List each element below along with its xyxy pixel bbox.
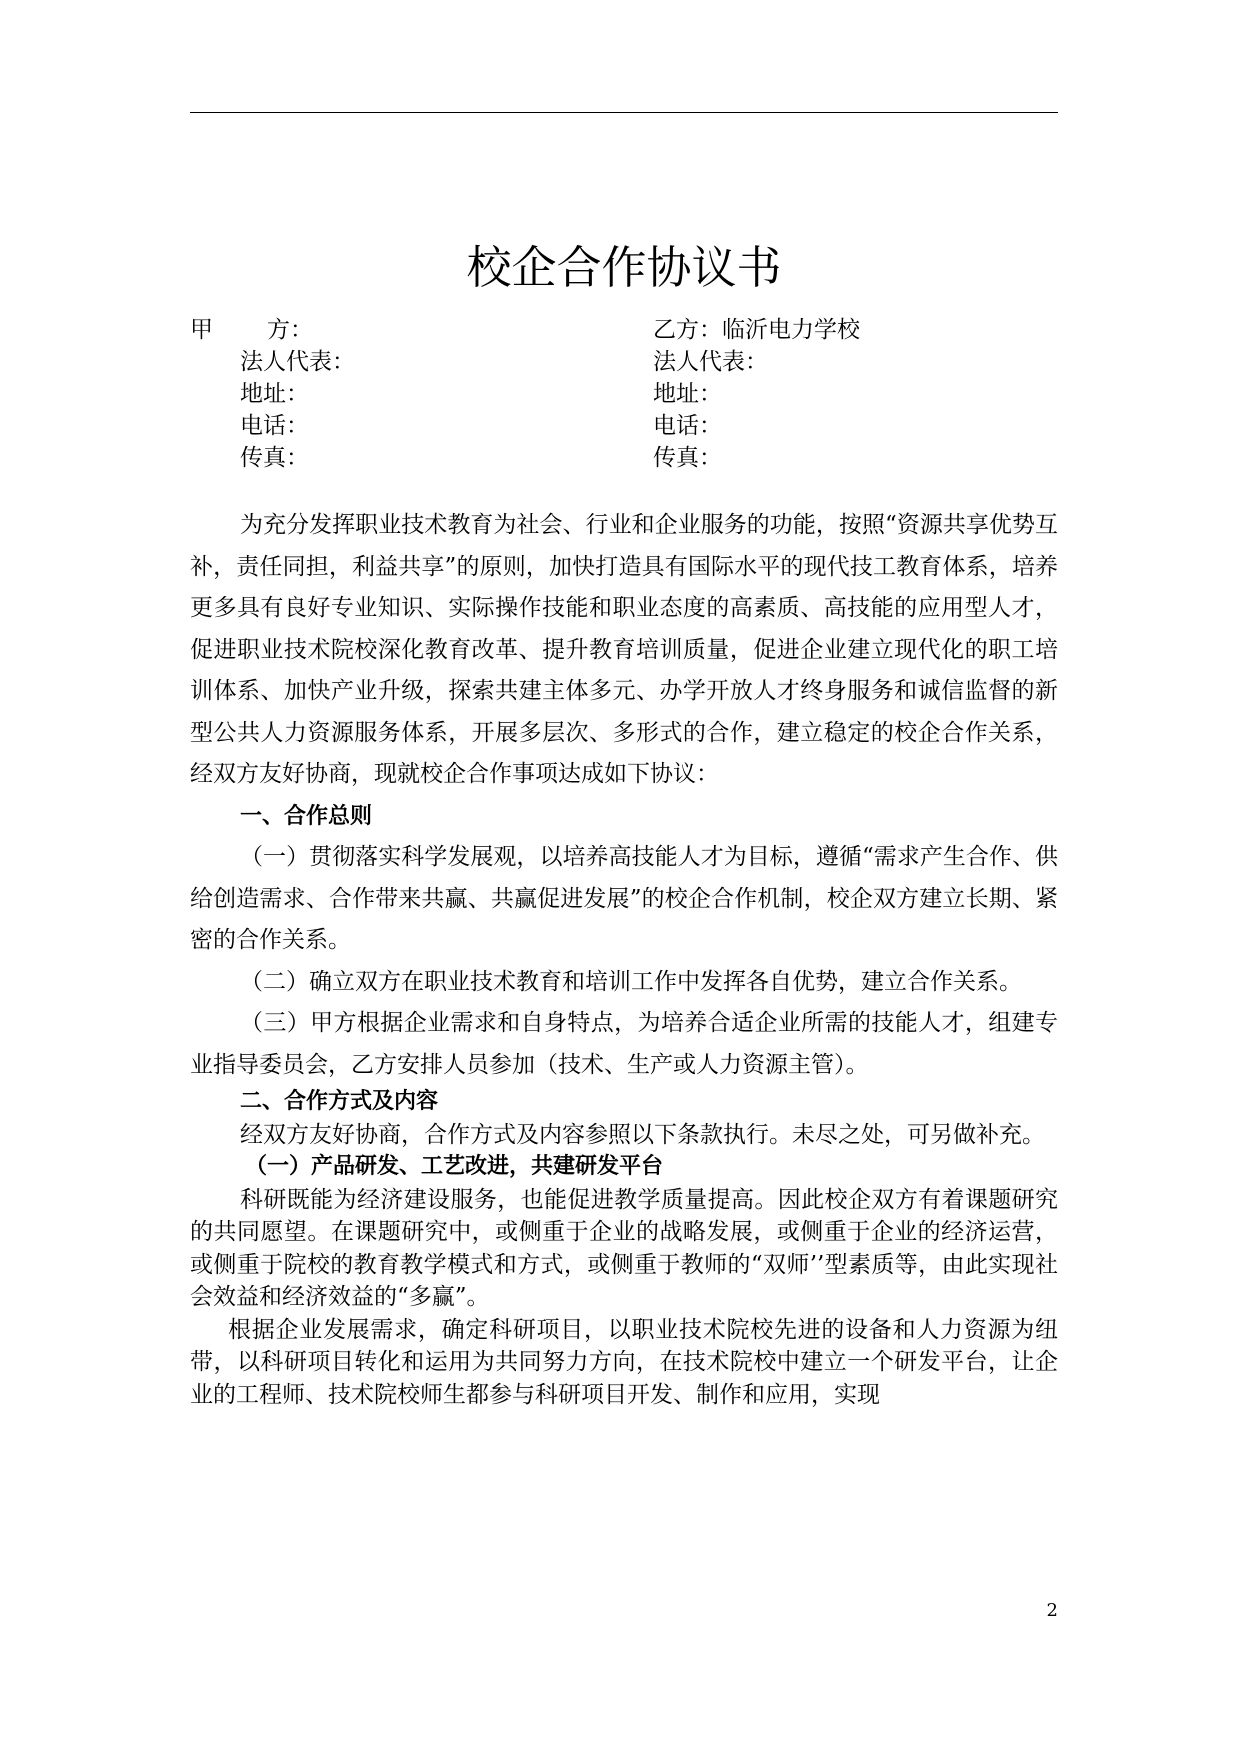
party-b-address: 地址：: [653, 381, 722, 407]
party-a-phone: 电话：: [240, 413, 309, 439]
party-a-block: [190, 314, 640, 474]
intro-paragraph: 为充分发挥职业技术教育为社会、行业和企业服务的功能，按照“资源共享优势互补，责任同担，利益共享”的原则，加快打造具有国际水平的现代技工教育体系，培养更多具有良好专业知识、实际操作技能和职业态度的高素质、高技能的应用型人才，促进职业技术院校深化教育改革、提升教育培训质量，促进企业建立现代化的职工培训体系、加快产业升级，探索共建主体多元、办学开放人才终身服务和诚信监督的新型公共人力资源服务体系，开展多层次、多形式的合作，建立稳定的校企合作关系，经双方友好协商，现就校企合作事项达成如下协议：: [190, 512, 1058, 787]
document-title: 校企合作协议书: [466, 241, 782, 294]
section-2-sub-1-paragraph-2: 根据企业发展需求，确定科研项目，以职业技术院校先进的设备和人力资源为纽带，以科研项目转化和运用为共同努力方向，在技术院校中建立一个研发平台，让企业的工程师、技术院校师生都参与科研项目开发、制作和应用，实现: [190, 1316, 1058, 1408]
section-1-heading: 一、合作总则: [240, 803, 373, 829]
party-a-address: 地址：: [240, 381, 309, 407]
section-1-item-2: （二）确立双方在职业技术教育和培训工作中发挥各自优势，建立合作关系。: [240, 968, 1022, 995]
section-2-sub-1-paragraph-1: 科研既能为经济建设服务，也能促进教学质量提高。因此校企双方有着课题研究的共同愿望。在课题研究中，或侧重于企业的战略发展，或侧重于企业的经济运营，或侧重于院校的教育教学模式和方式，或侧重于教师的“双师’’型素质等，由此实现社会效益和经济效益的“多赢”。: [190, 1186, 1058, 1310]
party-b-title: 乙方：临沂电力学校: [653, 317, 860, 343]
section-1-item-1: （一）贯彻落实科学发展观，以培养高技能人才为目标，遵循“需求产生合作、供给创造需求、合作带来共赢、共赢促进发展”的校企合作机制，校企双方建立长期、紧密的合作关系。: [190, 844, 1058, 953]
party-a-title: [190, 314, 640, 346]
party-a-legal-rep: 法人代表：: [240, 349, 355, 375]
section-2-heading: 二、合作方式及内容: [240, 1089, 439, 1114]
section-2-intro: 经双方友好协商，合作方式及内容参照以下条款执行。未尽之处，可另做补充。: [240, 1121, 1045, 1148]
party-a-fax: 传真：: [240, 445, 309, 471]
header-rule: [190, 112, 1058, 113]
agreement-body: [190, 505, 1058, 1411]
section-1-item-3: （三）甲方根据企业需求和自身特点，为培养合适企业所需的技能人才，组建专业指导委员会，乙方安排人员参加（技术、生产或人力资源主管）。: [190, 1010, 1058, 1078]
party-a-title-char2: 方：: [267, 317, 313, 343]
page-number: 2: [1046, 1600, 1058, 1621]
section-2-sub-1-heading: （一）产品研发、工艺改进，共建研发平台: [245, 1154, 664, 1179]
party-b-phone: 电话：: [653, 413, 722, 439]
party-a-title-char1: 甲: [190, 317, 213, 343]
party-b-fax: 传真：: [653, 445, 722, 471]
party-b-legal-rep: 法人代表：: [653, 349, 768, 375]
party-b-block: [653, 314, 1103, 474]
